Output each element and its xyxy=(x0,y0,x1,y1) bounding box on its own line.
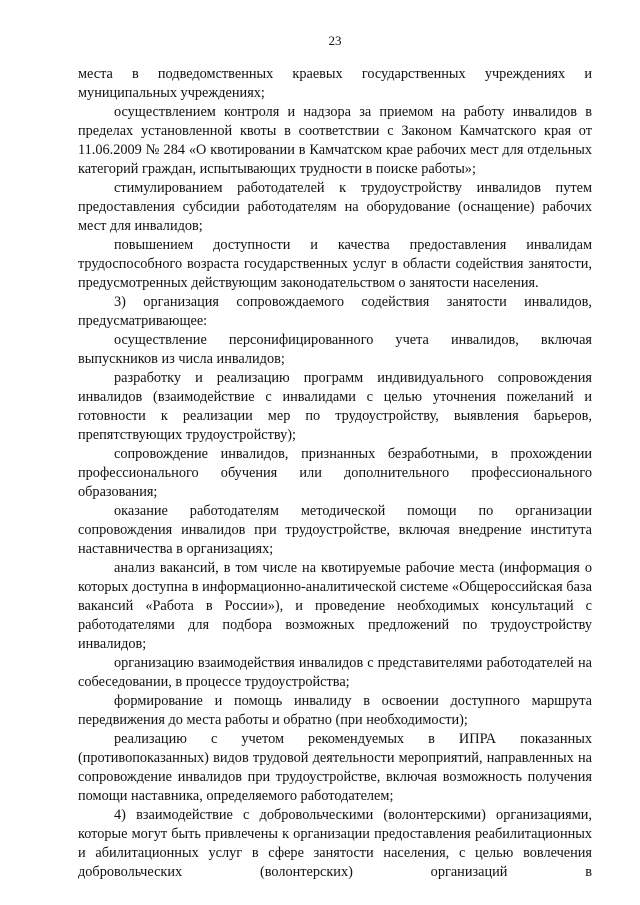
paragraph: организацию взаимодействия инвалидов с представителями работодателей на собеседовании, в процессе трудоустройства; xyxy=(78,655,592,690)
paragraph: реализацию с учетом рекомендуемых в ИПРА показанных (противопоказанных) видов трудовой деятельности мероприятий, направленных на сопровождение инвалидов при трудоустройстве, включая возможность получения помощи наставника, определяемого работодателем; xyxy=(78,731,592,804)
paragraph: места в подведомственных краевых государственных учреждениях и муниципальных учреждениях; xyxy=(78,66,592,101)
paragraph: анализ вакансий, в том числе на квотируемые рабочие места (информация о которых доступна в информационно-аналитической системе «Общероссийская база вакансий «Работа в России»), и проведение необходимых консультаций с работодателями для подбора возможных предложений по трудоустройству инвалидов; xyxy=(78,560,592,652)
paragraph: оказание работодателям методической помощи по организации сопровождения инвалидов при трудоустройстве, включая внедрение института наставничества в организациях; xyxy=(78,503,592,557)
paragraph: осуществление персонифицированного учета инвалидов, включая выпускников из числа инвалидов; xyxy=(78,332,592,367)
paragraph: стимулированием работодателей к трудоустройству инвалидов путем предоставления субсидии работодателям на оборудование (оснащение) рабочих мест для инвалидов; xyxy=(78,180,592,234)
paragraph: осуществлением контроля и надзора за приемом на работу инвалидов в пределах установленной квоты в соответствии с Законом Камчатского края от 11.06.2009 № 284 «О квотировании в Камчатском крае рабочих мест для отдельных категорий граждан, испытывающих трудности в поиске работы»; xyxy=(78,104,592,177)
page-number: 23 xyxy=(328,33,342,48)
document-body xyxy=(78,65,592,882)
paragraph: сопровождение инвалидов, признанных безработными, в прохождении профессионального обучения или дополнительного профессионального образования; xyxy=(78,446,592,500)
paragraph: 3) организация сопровождаемого содействия занятости инвалидов, предусматривающее: xyxy=(78,294,592,329)
paragraph: разработку и реализацию программ индивидуального сопровождения инвалидов (взаимодействие с инвалидами с целью уточнения пожеланий и готовности к реализации мер по трудоустройству, выявления барьеров, препятствующих трудоустройству); xyxy=(78,370,592,443)
paragraph: формирование и помощь инвалиду в освоении доступного маршрута передвижения до места работы и обратно (при необходимости); xyxy=(78,693,592,728)
paragraph: повышением доступности и качества предоставления инвалидам трудоспособного возраста государственных услуг в области содействия занятости, предусмотренных действующим законодательством о занятости населения. xyxy=(78,237,592,291)
paragraph: 4) взаимодействие с добровольческими (волонтерскими) организациями, которые могут быть привлечены к организации предоставления реабилитационных и абилитационных услуг в сфере занятости населения, с целью вовлечения добровольческих (волонтерских) организаций в xyxy=(78,807,592,880)
